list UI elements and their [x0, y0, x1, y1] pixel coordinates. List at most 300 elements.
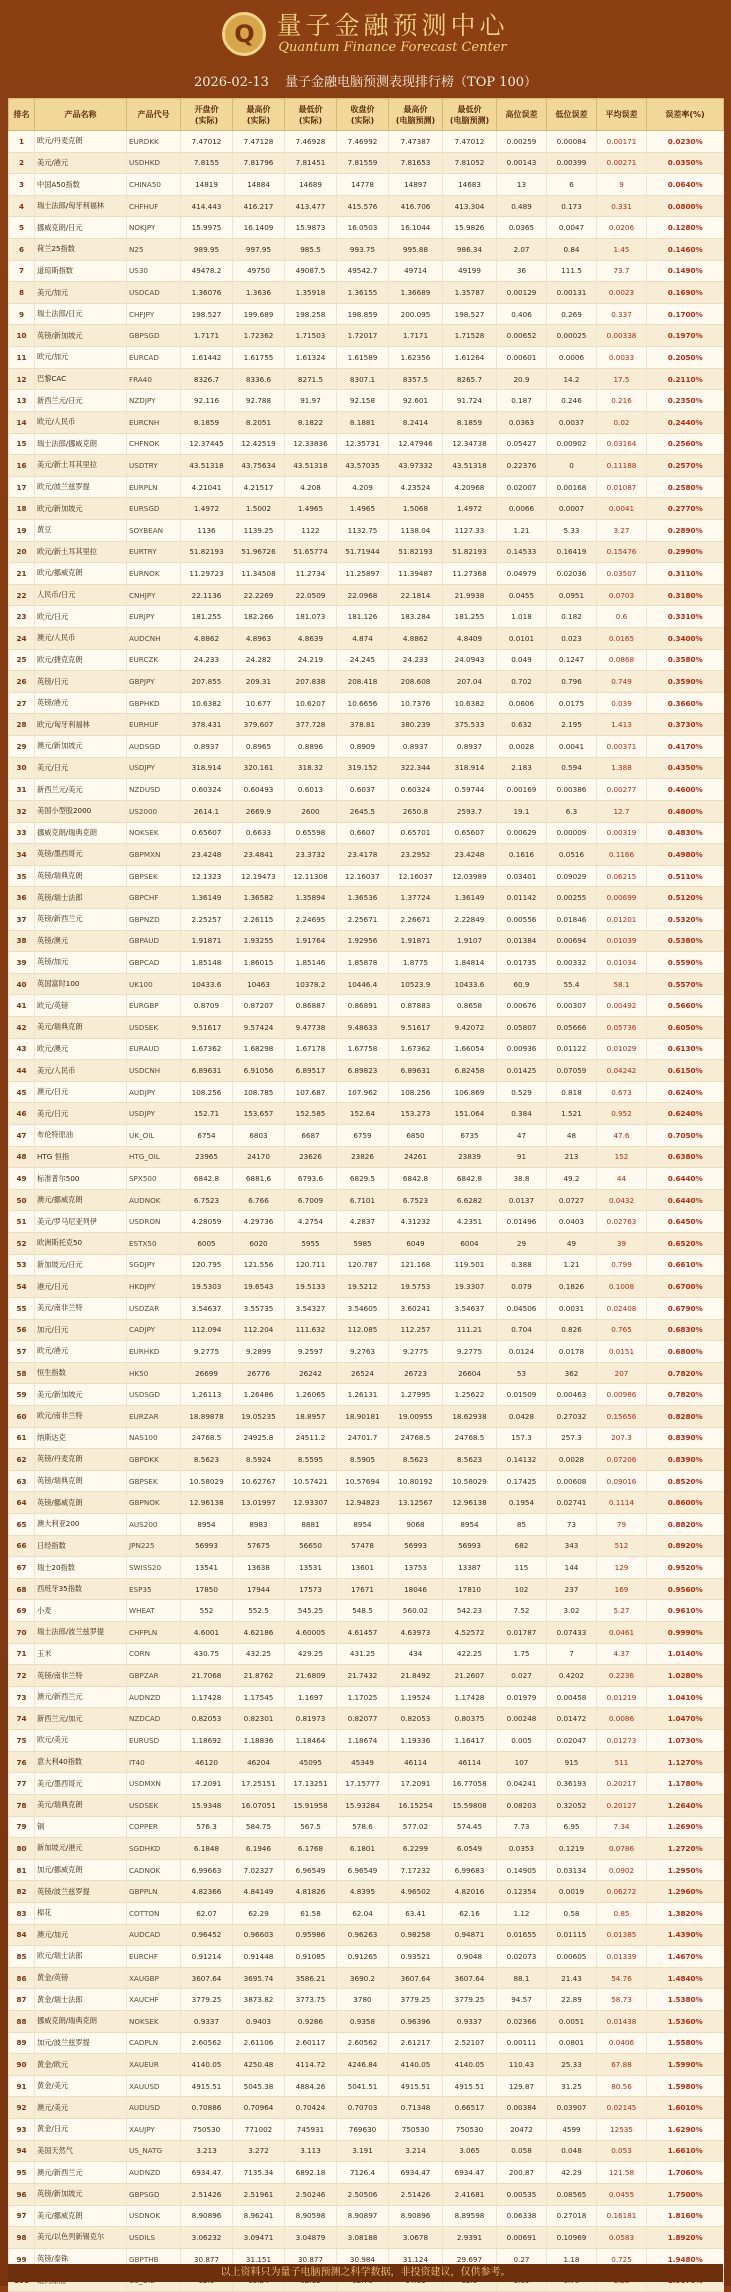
- table-cell: 4.37: [597, 1643, 647, 1665]
- table-row: [9, 1924, 724, 1946]
- table-cell: 英镑/港元: [35, 692, 127, 714]
- table-cell: 7.17232: [389, 1859, 443, 1881]
- table-cell: 85: [9, 1946, 35, 1968]
- table-cell: 83: [9, 1902, 35, 1924]
- table-cell: 3586.21: [285, 1967, 337, 1989]
- table-cell: 4.8409: [443, 628, 497, 650]
- table-cell: 42.29: [547, 2162, 597, 2184]
- table-cell: 新西兰元/日元: [35, 390, 127, 412]
- table-cell: 24.0943: [443, 649, 497, 671]
- table-cell: 0.00386: [547, 779, 597, 801]
- table-row: [9, 260, 724, 282]
- table-cell: 73: [9, 1686, 35, 1708]
- table-cell: 4.21517: [233, 476, 285, 498]
- table-cell: 73: [547, 1514, 597, 1536]
- table-row: [9, 1967, 724, 1989]
- table-cell: 6.99683: [443, 1859, 497, 1881]
- table-cell: 1.36582: [233, 887, 285, 909]
- table-row: [9, 736, 724, 758]
- table-cell: 111.632: [285, 1319, 337, 1341]
- table-cell: 152.71: [181, 1103, 233, 1125]
- table-cell: 34: [9, 844, 35, 866]
- table-cell: 995.88: [389, 239, 443, 261]
- table-cell: EURUSD: [127, 1730, 181, 1752]
- table-cell: 2.50506: [337, 2183, 389, 2205]
- table-cell: 0.632: [497, 714, 547, 736]
- table-cell: 17.15777: [337, 1773, 389, 1795]
- table-cell: 0.01039: [597, 930, 647, 952]
- table-cell: 0.1700%: [647, 303, 724, 325]
- table-cell: 9.2775: [181, 1341, 233, 1363]
- table-row: [9, 822, 724, 844]
- table-cell: 1.2720%: [647, 1838, 724, 1860]
- table-cell: 102: [497, 1578, 547, 1600]
- column-header: [181, 99, 233, 131]
- table-row: [9, 1211, 724, 1233]
- table-row: [9, 1427, 724, 1449]
- table-cell: 6842.8: [443, 1168, 497, 1190]
- table-cell: 3779.25: [181, 1989, 233, 2011]
- table-cell: 2614.1: [181, 800, 233, 822]
- table-cell: 1.61755: [233, 347, 285, 369]
- table-cell: 24511.2: [285, 1427, 337, 1449]
- table-row: [9, 844, 724, 866]
- table-cell: 23: [9, 606, 35, 628]
- table-cell: 0.82053: [181, 1708, 233, 1730]
- table-cell: 19.6543: [233, 1276, 285, 1298]
- table-cell: 45: [9, 1081, 35, 1103]
- table-cell: 新加坡元/日元: [35, 1254, 127, 1276]
- table-cell: 7: [547, 1643, 597, 1665]
- table-cell: 25.33: [547, 2054, 597, 2076]
- table-cell: 0.80375: [443, 1708, 497, 1730]
- table-cell: 106.869: [443, 1081, 497, 1103]
- table-cell: 208.418: [337, 671, 389, 693]
- table-cell: 欧元/新加坡元: [35, 498, 127, 520]
- table-cell: 0.1166: [597, 844, 647, 866]
- table-cell: 英镑/丹麦克朗: [35, 1449, 127, 1471]
- table-cell: 0.0786: [597, 1838, 647, 1860]
- table-cell: 181.255: [443, 606, 497, 628]
- table-cell: 4114.72: [285, 2054, 337, 2076]
- table-row: [9, 1103, 724, 1125]
- table-cell: 1.26113: [181, 1384, 233, 1406]
- table-cell: 7126.4: [337, 2162, 389, 2184]
- table-cell: 0.6440%: [647, 1168, 724, 1190]
- table-cell: 1.61442: [181, 347, 233, 369]
- table-cell: 0.9286: [285, 2011, 337, 2033]
- table-row: [9, 1773, 724, 1795]
- table-cell: 198.859: [337, 303, 389, 325]
- table-cell: 10.58029: [443, 1470, 497, 1492]
- table-cell: 6934.47: [181, 2162, 233, 2184]
- table-cell: EURJPY: [127, 606, 181, 628]
- table-cell: 577.02: [389, 1816, 443, 1838]
- table-cell: 24.282: [233, 649, 285, 671]
- table-cell: 1.37724: [389, 887, 443, 909]
- table-cell: 0.2050%: [647, 347, 724, 369]
- table-cell: 6754: [181, 1125, 233, 1147]
- table-cell: 0.0151: [597, 1341, 647, 1363]
- table-cell: 欧元/日元: [35, 606, 127, 628]
- header: [0, 0, 731, 68]
- table-cell: 1.6290%: [647, 2119, 724, 2141]
- table-cell: 6: [547, 174, 597, 196]
- table-cell: 欧元/加元: [35, 347, 127, 369]
- table-cell: 21.9938: [443, 584, 497, 606]
- table-row: [9, 411, 724, 433]
- table-cell: 0.20217: [597, 1773, 647, 1795]
- quantum-logo-icon: Q: [222, 12, 266, 56]
- table-cell: 1138.04: [389, 519, 443, 541]
- table-cell: 28: [9, 714, 35, 736]
- table-cell: 431.25: [337, 1643, 389, 1665]
- table-cell: 16.77058: [443, 1773, 497, 1795]
- table-cell: EURDKK: [127, 131, 181, 153]
- table-cell: 24768.5: [443, 1427, 497, 1449]
- table-cell: 12.33836: [285, 433, 337, 455]
- table-cell: 澳元/新西兰元: [35, 1686, 127, 1708]
- table-cell: 422.25: [443, 1643, 497, 1665]
- table-cell: 56650: [285, 1535, 337, 1557]
- table-cell: 0.20127: [597, 1794, 647, 1816]
- table-cell: 7.02327: [233, 1859, 285, 1881]
- table-cell: 0.0101: [497, 628, 547, 650]
- table-cell: 欧元/人民币: [35, 411, 127, 433]
- table-cell: EURTRY: [127, 541, 181, 563]
- table-body: [9, 131, 724, 2292]
- table-cell: ESTX50: [127, 1233, 181, 1255]
- column-header: [337, 99, 389, 131]
- table-row: [9, 1146, 724, 1168]
- table-cell: 欧元/匈牙利福林: [35, 714, 127, 736]
- table-cell: 16.0503: [337, 217, 389, 239]
- table-row: [9, 1384, 724, 1406]
- table-cell: 7135.34: [233, 2162, 285, 2184]
- table-cell: 8.1822: [285, 411, 337, 433]
- table-cell: 1.2690%: [647, 1816, 724, 1838]
- table-cell: 美元/罗马尼亚列伊: [35, 1211, 127, 1233]
- table-cell: 0.0365: [497, 217, 547, 239]
- table-cell: 3.213: [181, 2140, 233, 2162]
- table-cell: 0.71348: [389, 2097, 443, 2119]
- table-cell: 43.97332: [389, 455, 443, 477]
- table-row: [9, 1838, 724, 1860]
- table-cell: 0.00319: [597, 822, 647, 844]
- table-cell: 0.1008: [597, 1276, 647, 1298]
- table-cell: 0.91085: [285, 1946, 337, 1968]
- table-cell: 欧元/丹麦克朗: [35, 131, 127, 153]
- table-cell: 1.0730%: [647, 1730, 724, 1752]
- table-cell: 英镑/瑞典克朗: [35, 865, 127, 887]
- table-cell: 0.187: [497, 390, 547, 412]
- table-cell: 8336.6: [233, 368, 285, 390]
- table-row: [9, 1557, 724, 1579]
- table-cell: 129: [597, 1557, 647, 1579]
- table-row: [9, 1254, 724, 1276]
- table-cell: 1.45: [597, 239, 647, 261]
- table-cell: 0.0178: [547, 1341, 597, 1363]
- table-cell: 0.6633: [233, 822, 285, 844]
- table-cell: 50: [9, 1189, 35, 1211]
- table-cell: 1.67178: [285, 1038, 337, 1060]
- table-row: [9, 1081, 724, 1103]
- table-cell: 55.4: [547, 973, 597, 995]
- table-cell: 0.594: [547, 757, 597, 779]
- table-cell: 119.501: [443, 1254, 497, 1276]
- table-cell: 4140.05: [389, 2054, 443, 2076]
- table-cell: 巴黎CAC: [35, 368, 127, 390]
- table-cell: USDRON: [127, 1211, 181, 1233]
- table-cell: 17810: [443, 1578, 497, 1600]
- table-cell: 434: [389, 1643, 443, 1665]
- table-cell: EURCHF: [127, 1946, 181, 1968]
- table-cell: 1.36076: [181, 282, 233, 304]
- table-cell: 0.01339: [597, 1946, 647, 1968]
- table-cell: 8.90896: [389, 2205, 443, 2227]
- table-cell: 0.3400%: [647, 628, 724, 650]
- table-cell: 57: [9, 1341, 35, 1363]
- table-cell: 美元/新土耳其里拉: [35, 455, 127, 477]
- column-header: [389, 99, 443, 131]
- table-cell: 0.0800%: [647, 195, 724, 217]
- table-row: [9, 217, 724, 239]
- table-cell: 1122: [285, 519, 337, 541]
- table-row: [9, 239, 724, 261]
- table-cell: 0.87883: [389, 995, 443, 1017]
- table-cell: 0.08565: [547, 2183, 597, 2205]
- table-cell: 英镑/澳元: [35, 930, 127, 952]
- table-cell: 0.65607: [443, 822, 497, 844]
- table-row: [9, 2183, 724, 2205]
- table-cell: 47: [9, 1125, 35, 1147]
- table-cell: 92.158: [337, 390, 389, 412]
- table-cell: 49: [547, 1233, 597, 1255]
- table-cell: 0.0175: [547, 692, 597, 714]
- table-cell: 0.1247: [547, 649, 597, 671]
- table-cell: 8: [9, 282, 35, 304]
- table-cell: 44: [597, 1168, 647, 1190]
- table-cell: 0.337: [597, 303, 647, 325]
- table-cell: 7.81653: [389, 152, 443, 174]
- table-cell: 8.5924: [233, 1449, 285, 1471]
- table-cell: 95: [9, 2162, 35, 2184]
- table-cell: 91.724: [443, 390, 497, 412]
- table-cell: 169: [597, 1578, 647, 1600]
- table-cell: 英镑/挪威克朗: [35, 1492, 127, 1514]
- table-cell: 玉米: [35, 1643, 127, 1665]
- table-cell: 181.073: [285, 606, 337, 628]
- table-cell: 68: [9, 1578, 35, 1600]
- table-cell: 6803: [233, 1125, 285, 1147]
- table-row: [9, 714, 724, 736]
- table-cell: 545.25: [285, 1600, 337, 1622]
- table-cell: AUDNOK: [127, 1189, 181, 1211]
- table-cell: 0.07433: [547, 1622, 597, 1644]
- table-cell: NOKSEK: [127, 2011, 181, 2033]
- table-cell: XAUUSD: [127, 2075, 181, 2097]
- table-cell: 6.7523: [389, 1189, 443, 1211]
- table-cell: USDCNH: [127, 1060, 181, 1082]
- table-cell: 挪威克朗/瑞典克朗: [35, 822, 127, 844]
- table-cell: 5045.38: [233, 2075, 285, 2097]
- table-cell: 0.00676: [497, 995, 547, 1017]
- table-cell: GBPPLN: [127, 1881, 181, 1903]
- table-cell: 6.7523: [181, 1189, 233, 1211]
- table-cell: 58: [9, 1362, 35, 1384]
- table-cell: 0.09029: [547, 865, 597, 887]
- table-cell: 0.96263: [337, 1924, 389, 1946]
- table-cell: 43.51318: [443, 455, 497, 477]
- table-cell: 208.608: [389, 671, 443, 693]
- table-cell: 0.02007: [497, 476, 547, 498]
- table-row: [9, 1686, 724, 1708]
- table-row: [9, 1665, 724, 1687]
- table-cell: 1.8160%: [647, 2205, 724, 2227]
- table-cell: 12.19473: [233, 865, 285, 887]
- table-cell: 0.8937: [443, 736, 497, 758]
- table-cell: 1.5380%: [647, 1989, 724, 2011]
- table-cell: 0.6037: [337, 779, 389, 801]
- table-cell: JPN225: [127, 1535, 181, 1557]
- table-cell: 0.86887: [285, 995, 337, 1017]
- table-cell: 6.89631: [181, 1060, 233, 1082]
- table-cell: 1.85878: [337, 952, 389, 974]
- table-cell: 0.00338: [597, 325, 647, 347]
- table-cell: 6759: [337, 1125, 389, 1147]
- table-cell: 澳元/日元: [35, 1081, 127, 1103]
- table-cell: 0.96452: [181, 1924, 233, 1946]
- table-cell: 120.711: [285, 1254, 337, 1276]
- table-cell: 6.89631: [389, 1060, 443, 1082]
- table-cell: 0.3590%: [647, 671, 724, 693]
- table-cell: CHFPLN: [127, 1622, 181, 1644]
- table-cell: 200.87: [497, 2162, 547, 2184]
- table-cell: 12.47946: [389, 433, 443, 455]
- table-cell: 84: [9, 1924, 35, 1946]
- table-cell: 1.7171: [389, 325, 443, 347]
- table-cell: 432.25: [233, 1643, 285, 1665]
- table-row: [9, 800, 724, 822]
- table-cell: 0.5120%: [647, 887, 724, 909]
- table-cell: USDSEK: [127, 1016, 181, 1038]
- table-cell: 2.61217: [389, 2032, 443, 2054]
- table-cell: 黄金/瑞士法郎: [35, 1989, 127, 2011]
- table-cell: 0.3580%: [647, 649, 724, 671]
- table-cell: 26776: [233, 1362, 285, 1384]
- table-cell: 0.01655: [497, 1924, 547, 1946]
- table-cell: 6934.47: [443, 2162, 497, 2184]
- table-cell: 153.657: [233, 1103, 285, 1125]
- table-cell: 62: [9, 1449, 35, 1471]
- table-row: [9, 131, 724, 153]
- table-cell: 0.00629: [497, 822, 547, 844]
- table-cell: 576.3: [181, 1816, 233, 1838]
- table-cell: 1.0410%: [647, 1686, 724, 1708]
- table-row: [9, 195, 724, 217]
- table-cell: 0.27032: [547, 1405, 597, 1427]
- table-cell: 6.89823: [337, 1060, 389, 1082]
- table-cell: 4.6001: [181, 1622, 233, 1644]
- table-cell: IT40: [127, 1751, 181, 1773]
- table-cell: GBPDKK: [127, 1449, 181, 1471]
- table-cell: 0.15656: [597, 1405, 647, 1427]
- table-cell: 0.01219: [597, 1686, 647, 1708]
- table-row: [9, 1730, 724, 1752]
- table-cell: 1.62356: [389, 347, 443, 369]
- table-cell: 19.05235: [233, 1405, 285, 1427]
- table-cell: 86: [9, 1967, 35, 1989]
- table-cell: 1.67362: [181, 1038, 233, 1060]
- table-row: [9, 887, 724, 909]
- table-cell: 1.9107: [443, 930, 497, 952]
- table-cell: 17850: [181, 1578, 233, 1600]
- table-cell: 213: [547, 1146, 597, 1168]
- table-cell: 0.01425: [497, 1060, 547, 1082]
- table-cell: 4915.51: [443, 2075, 497, 2097]
- table-cell: 2669.9: [233, 800, 285, 822]
- table-row: [9, 519, 724, 541]
- table-cell: 512: [597, 1535, 647, 1557]
- table-cell: 574.45: [443, 1816, 497, 1838]
- table-cell: 1.36149: [443, 887, 497, 909]
- table-cell: 美元/新加坡元: [35, 1384, 127, 1406]
- table-row: [9, 152, 724, 174]
- table-cell: 56993: [181, 1535, 233, 1557]
- table-cell: 美元/墨西哥元: [35, 1773, 127, 1795]
- table-cell: 9.47738: [285, 1016, 337, 1038]
- column-header-label: 最高价: [246, 104, 271, 114]
- table-cell: US2000: [127, 800, 181, 822]
- table-cell: 67.88: [597, 2054, 647, 2076]
- table-cell: 0.00608: [547, 1470, 597, 1492]
- table-row: [9, 2162, 724, 2184]
- table-cell: 0.00129: [497, 282, 547, 304]
- table-row: [9, 995, 724, 1017]
- table-cell: 14884: [233, 174, 285, 196]
- table-cell: 91.97: [285, 390, 337, 412]
- table-cell: 0.00986: [597, 1384, 647, 1406]
- table-cell: 4140.05: [181, 2054, 233, 2076]
- table-cell: 0.3310%: [647, 606, 724, 628]
- table-cell: GBPNZD: [127, 908, 181, 930]
- table-cell: 新西兰元/美元: [35, 779, 127, 801]
- table-cell: 2.52107: [443, 2032, 497, 2054]
- table-cell: 39: [597, 1233, 647, 1255]
- table-cell: 78: [9, 1794, 35, 1816]
- table-row: [9, 1405, 724, 1427]
- column-header: [233, 99, 285, 131]
- table-cell: 7.46928: [285, 131, 337, 153]
- table-cell: 9.2899: [233, 1341, 285, 1363]
- table-cell: 0.02073: [497, 1946, 547, 1968]
- table-cell: 0.14905: [497, 1859, 547, 1881]
- table-cell: GBPHKD: [127, 692, 181, 714]
- table-cell: 61.58: [285, 1902, 337, 1924]
- table-cell: 0.6130%: [647, 1038, 724, 1060]
- table-cell: 1.0280%: [647, 1665, 724, 1687]
- table-row: [9, 1751, 724, 1773]
- table-cell: 澳元/人民币: [35, 628, 127, 650]
- table-cell: 37: [9, 908, 35, 930]
- table-cell: 23.2952: [389, 844, 443, 866]
- table-cell: 9: [597, 174, 647, 196]
- column-header: [285, 99, 337, 131]
- table-cell: 0.03401: [497, 865, 547, 887]
- table-cell: 1.72017: [337, 325, 389, 347]
- table-cell: 58.73: [597, 1989, 647, 2011]
- table-cell: 1.71528: [443, 325, 497, 347]
